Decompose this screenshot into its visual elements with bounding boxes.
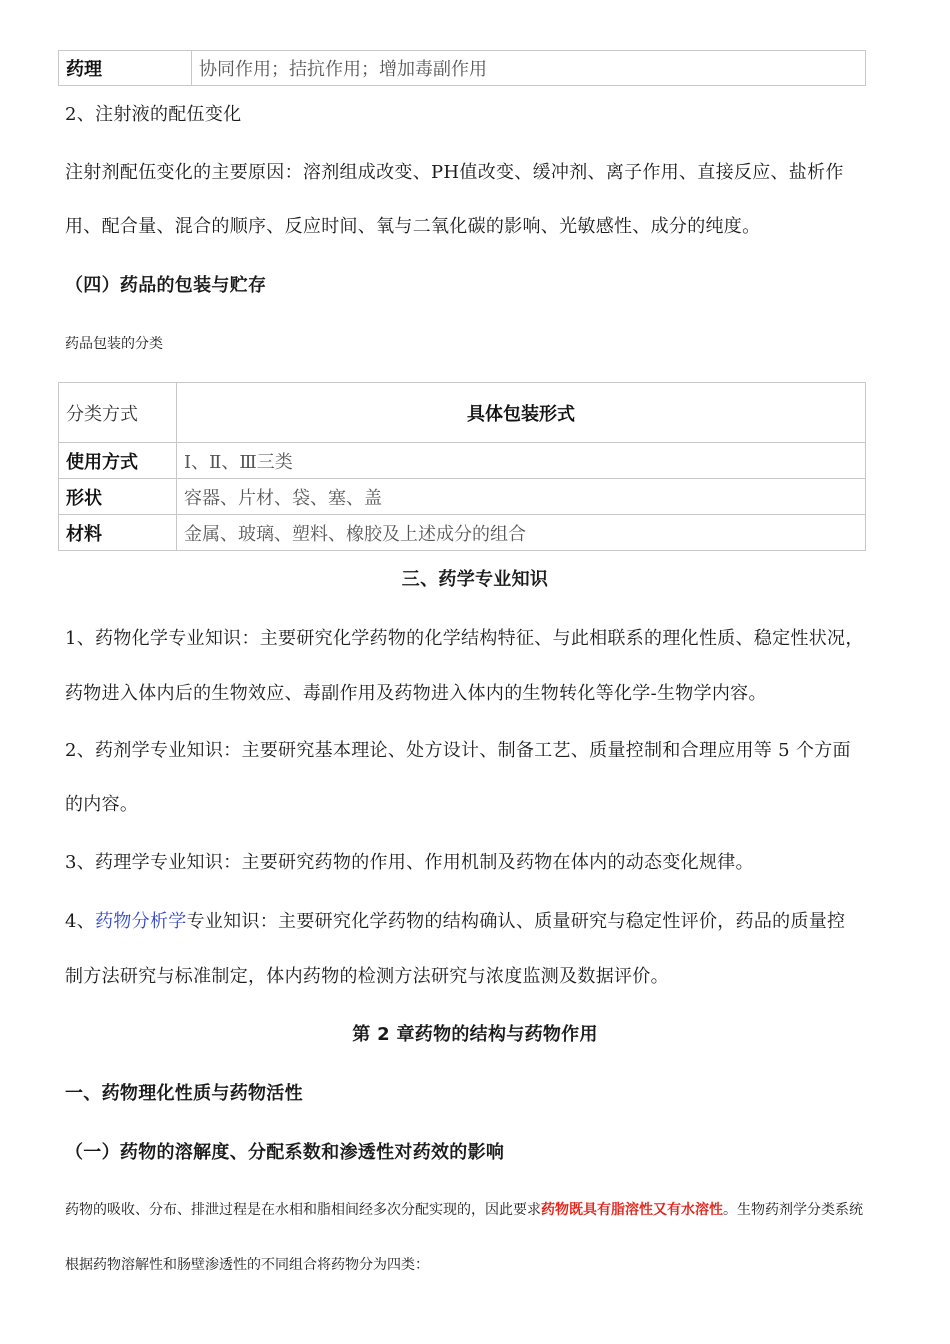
paragraph-line <box>65 907 845 933</box>
section-heading: 一、药物理化性质与药物活性 <box>65 1083 303 1104</box>
pharmacology-table <box>58 50 866 86</box>
paragraph-line: 2、药剂学专业知识：主要研究基本理论、处方设计、制备工艺、质量控制和合理应用等 5 个方面 <box>65 740 851 761</box>
section-heading-injection: 2、注射液的配伍变化 <box>65 104 242 125</box>
table-row-value: 容器、片材、袋、塞、盖 <box>177 479 866 515</box>
section-heading-packaging: （四）药品的包装与贮存 <box>65 275 267 296</box>
table-row-value: 协同作用；拮抗作用；增加毒副作用 <box>192 51 866 86</box>
paragraph-line: 药物进入体内后的生物效应、毒副作用及药物进入体内的生物转化等化学-生物学内容。 <box>65 683 767 704</box>
paragraph-text: 。生物药剂学分类系统 <box>723 1202 863 1218</box>
table-row-value: Ⅰ、Ⅱ、Ⅲ三类 <box>177 443 866 479</box>
table-row <box>59 51 866 86</box>
list-prefix: 4、 <box>65 911 96 932</box>
table-row <box>59 515 866 551</box>
paragraph-line: 制方法研究与标准制定，体内药物的检测方法研究与浓度监测及数据评价。 <box>65 966 669 987</box>
pharmaceutical-analysis-link[interactable]: 药物分析学 <box>95 911 187 932</box>
paragraph-line: 根据药物溶解性和肠壁渗透性的不同组合将药物分为四类： <box>65 1257 429 1273</box>
paragraph-line <box>65 1199 863 1219</box>
table-row <box>59 443 866 479</box>
table-row-label: 药理 <box>59 51 192 86</box>
paragraph-text: 药物的吸收、分布、排泄过程是在水相和脂相间经多次分配实现的，因此要求 <box>65 1202 541 1218</box>
subsection-heading: （一）药物的溶解度、分配系数和渗透性对药效的影响 <box>65 1142 505 1163</box>
table-header-cell: 具体包装形式 <box>177 383 866 443</box>
part-title: 三、药学专业知识 <box>401 569 549 590</box>
table-row-value: 金属、玻璃、塑料、橡胶及上述成分的组合 <box>177 515 866 551</box>
table-header-cell: 分类方式 <box>59 383 177 443</box>
paragraph-text: 专业知识：主要研究化学药物的结构确认、质量研究与稳定性评价，药品的质量控 <box>186 911 846 932</box>
paragraph-line: 注射剂配伍变化的主要原因：溶剂组成改变、PH值改变、缓冲剂、离子作用、直接反应、盐析作 <box>65 162 844 183</box>
table-row-label: 使用方式 <box>59 443 177 479</box>
table-row <box>59 479 866 515</box>
chapter-title: 第 2 章药物的结构与药物作用 <box>352 1024 598 1045</box>
paragraph-line: 用、配合量、混合的顺序、反应时间、氧与二氧化碳的影响、光敏感性、成分的纯度。 <box>65 216 761 237</box>
paragraph-line: 的内容。 <box>65 794 139 815</box>
table-caption: 药品包装的分类 <box>65 336 163 352</box>
paragraph-line: 1、药物化学专业知识：主要研究化学药物的化学结构特征、与此相联系的理化性质、稳定性状况， <box>65 628 864 649</box>
paragraph-line: 3、药理学专业知识：主要研究药物的作用、作用机制及药物在体内的动态变化规律。 <box>65 852 754 873</box>
table-row-label: 材料 <box>59 515 177 551</box>
table-row-label: 形状 <box>59 479 177 515</box>
highlight-text: 药物既具有脂溶性又有水溶性 <box>541 1202 723 1218</box>
table-header-row <box>59 383 866 443</box>
packaging-table <box>58 382 866 551</box>
